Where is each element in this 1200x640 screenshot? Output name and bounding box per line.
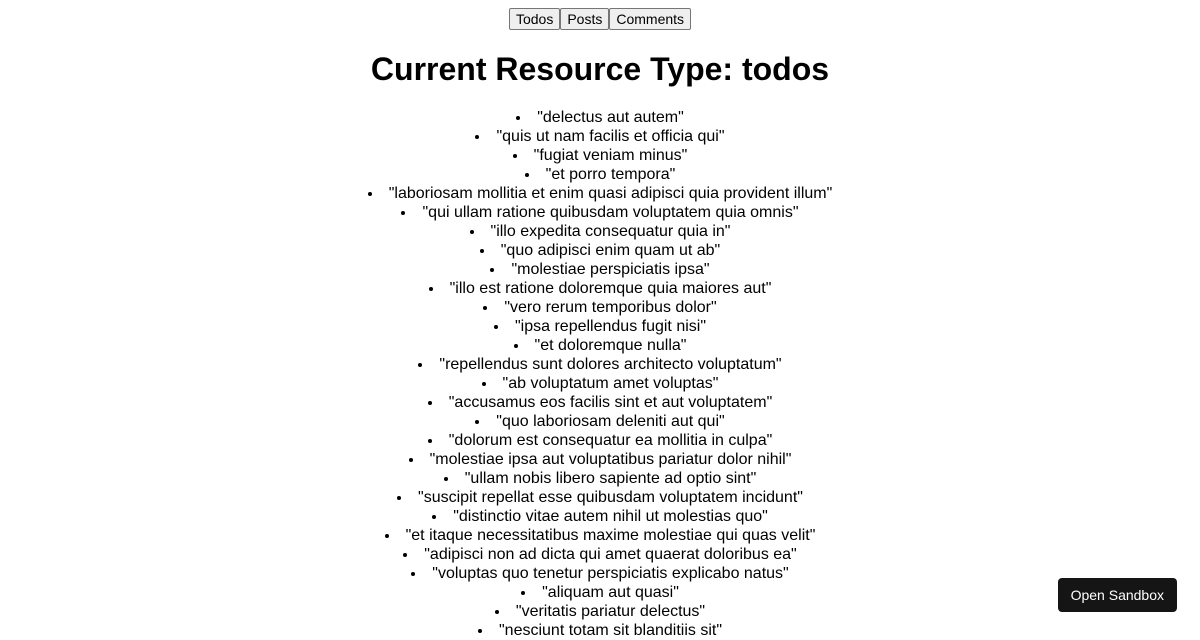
page-title: Current Resource Type: todos	[370, 51, 830, 87]
list-item: • "et doloremque nulla"	[0, 336, 1200, 355]
list-item: • "nesciunt totam sit blanditiis sit"	[0, 621, 1200, 640]
list-item: • "delectus aut autem"	[0, 108, 1200, 127]
list-item: • "accusamus eos facilis sint et aut voluptatem"	[0, 393, 1200, 412]
list-item: • "quo adipisci enim quam ut ab"	[0, 241, 1200, 260]
list-item: • "dolorum est consequatur ea mollitia in culpa"	[0, 431, 1200, 450]
list-item: • "vero rerum temporibus dolor"	[0, 298, 1200, 317]
list-item: • "laboriosam mollitia et enim quasi adipisci quia provident illum"	[0, 184, 1200, 203]
list-item: • "ipsa repellendus fugit nisi"	[0, 317, 1200, 336]
list-item: • "distinctio vitae autem nihil ut molestias quo"	[0, 507, 1200, 526]
list-item: • "quis ut nam facilis et officia qui"	[0, 127, 1200, 146]
resource-list	[0, 108, 1200, 640]
list-item: • "suscipit repellat esse quibusdam voluptatem incidunt"	[0, 488, 1200, 507]
open-sandbox-button[interactable]: Open Sandbox	[1058, 578, 1177, 612]
list-item: • "repellendus sunt dolores architecto voluptatum"	[0, 355, 1200, 374]
list-item: • "fugiat veniam minus"	[0, 146, 1200, 165]
comments-button[interactable]: Comments	[609, 8, 691, 30]
list-item: • "illo est ratione doloremque quia maiores aut"	[0, 279, 1200, 298]
list-item: • "qui ullam ratione quibusdam voluptatem quia omnis"	[0, 203, 1200, 222]
list-item: • "quo laboriosam deleniti aut qui"	[0, 412, 1200, 431]
list-item: • "ullam nobis libero sapiente ad optio sint"	[0, 469, 1200, 488]
list-item: • "adipisci non ad dicta qui amet quaerat doloribus ea"	[0, 545, 1200, 564]
resource-type-selector	[509, 8, 691, 30]
list-item: • "ab voluptatum amet voluptas"	[0, 374, 1200, 393]
list-item: • "et porro tempora"	[0, 165, 1200, 184]
list-item: • "veritatis pariatur delectus"	[0, 602, 1200, 621]
posts-button[interactable]: Posts	[560, 8, 609, 30]
list-item: • "et itaque necessitatibus maxime molestiae qui quas velit"	[0, 526, 1200, 545]
todos-button[interactable]: Todos	[509, 8, 560, 30]
list-item: • "molestiae ipsa aut voluptatibus pariatur dolor nihil"	[0, 450, 1200, 469]
list-item: • "molestiae perspiciatis ipsa"	[0, 260, 1200, 279]
list-item: • "aliquam aut quasi"	[0, 583, 1200, 602]
list-item: • "voluptas quo tenetur perspiciatis explicabo natus"	[0, 564, 1200, 583]
list-item: • "illo expedita consequatur quia in"	[0, 222, 1200, 241]
